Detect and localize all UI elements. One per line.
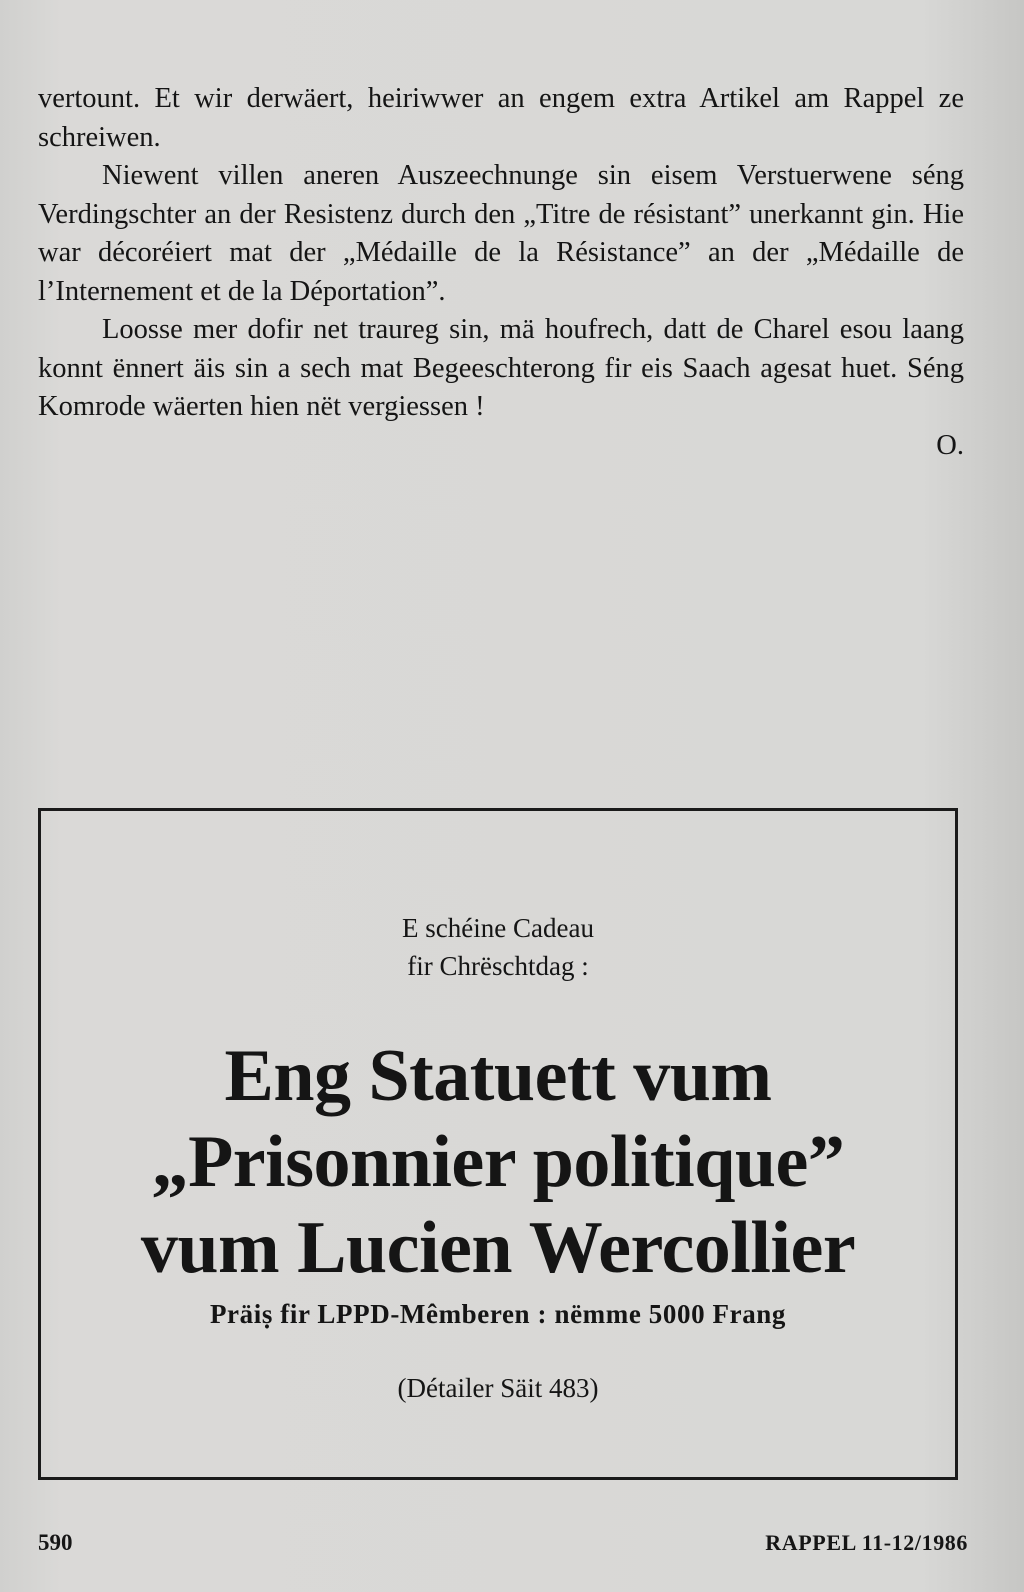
- ad-price: Präiṣ fir LPPD-Mêmberen : nëmme 5000 Frang: [209, 1299, 787, 1329]
- ad-headline: [41, 1033, 955, 1291]
- ad-headline-line-1: Eng Statuett vum: [224, 1035, 772, 1117]
- article-paragraph-1: vertount. Et wir derwäert, heiriwwer an engem extra Artikel am Rappel ze schreiwen.: [38, 83, 964, 153]
- ad-headline-line-2: „Prisonnier politique”: [151, 1121, 845, 1203]
- article-text: [38, 80, 964, 465]
- ad-headline-line-3: vum Lucien Wercollier: [140, 1207, 856, 1289]
- article-paragraph-2: Niewent villen aneren Auszeechnunge sin eisem Verstuerwene séng Verdingschter an der Resistenz durch den „Titre de résistant” unerkannt gin. Hie war décoréiert mat der „Médaille de la Résistance” an der „Médaille de l’Internement et de la Déportation”.: [38, 160, 964, 307]
- article-paragraph-3: Loosse mer dofir net traureg sin, mä houfrech, datt de Charel esou laang konnt ënnert äis sin a sech mat Begeeschterong fir eis Saach agesat huet. Séng Komrode wäerten hien nët vergiessen !: [38, 314, 964, 422]
- publication-footer: RAPPEL 11-12/1986: [765, 1530, 968, 1555]
- ad-intro-line-1: E schéine Cadeau: [402, 913, 594, 943]
- advertisement-box: [38, 808, 958, 1480]
- ad-details: (Détailer Säit 483): [397, 1373, 599, 1403]
- ad-intro: [41, 909, 955, 985]
- ad-intro-line-2: fir Chrëschtdag :: [407, 951, 589, 981]
- page-number: 590: [38, 1530, 73, 1555]
- article-signature: O.: [936, 429, 964, 461]
